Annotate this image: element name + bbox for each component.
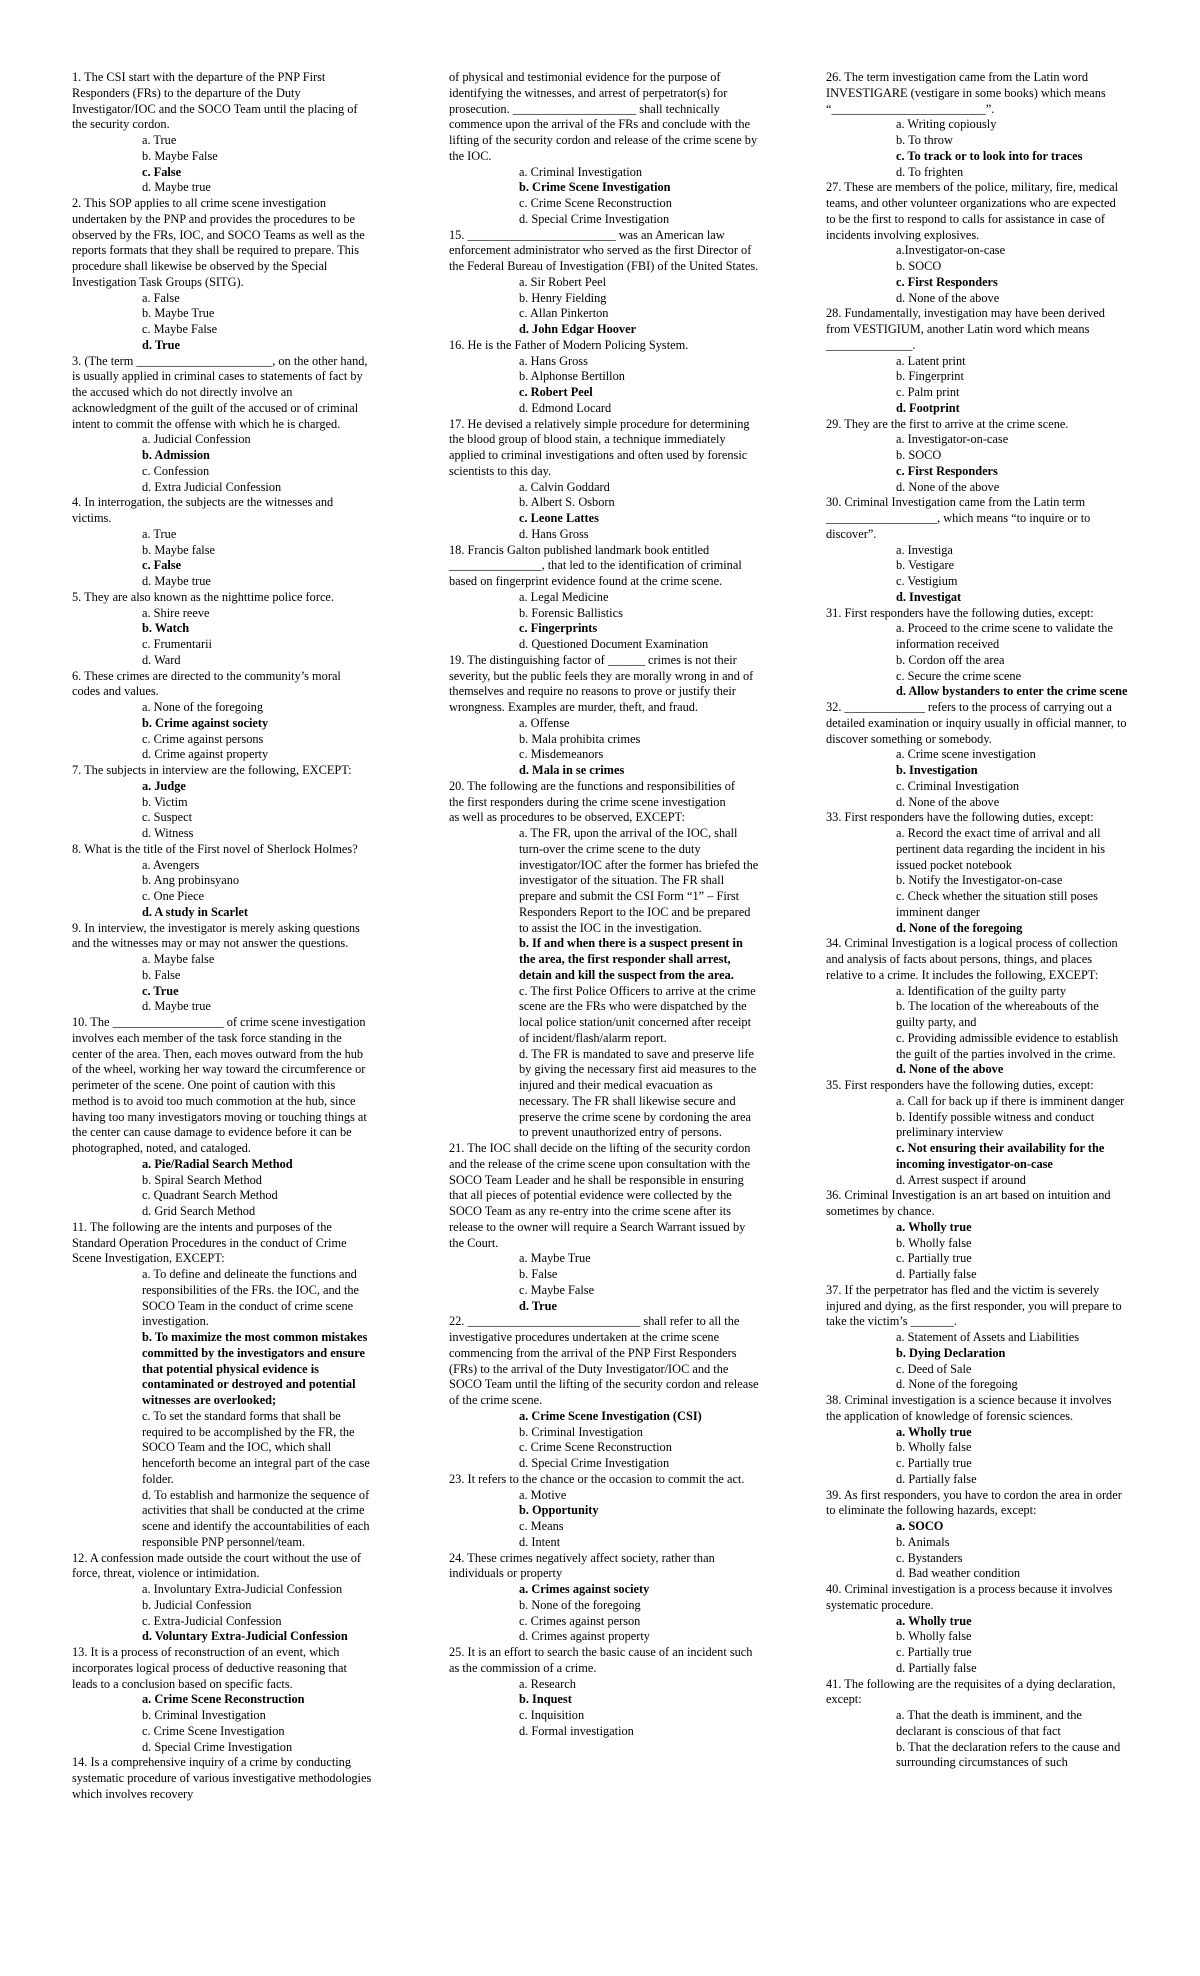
answer-option: b. Wholly false: [896, 1629, 972, 1644]
answer-option: c. Confession: [142, 463, 210, 478]
question-text: 8. What is the title of the First novel of Sherlock Holmes?: [72, 841, 358, 856]
answer-option: a.Investigator-on-case: [896, 243, 1006, 258]
answer-option: b. Forensic Ballistics: [519, 605, 623, 620]
column-right: [826, 70, 1128, 1771]
question-text: 9. In interview, the investigator is merely asking questions and the witnesses may or may not answer the questions.: [72, 920, 360, 951]
question-text: 39. As first responders, you have to cordon the area in order to eliminate the following hazards, except:: [826, 1487, 1122, 1518]
question-text: 38. Criminal investigation is a science because it involves the application of knowledge of forensic sciences.: [826, 1393, 1112, 1423]
answer-option: d. To frighten: [896, 164, 964, 179]
answer-option: c. Suspect: [142, 810, 193, 825]
answer-option: c. Palm print: [896, 385, 960, 399]
question-block: [826, 1078, 1128, 1188]
answer-option: b. Identify possible witness and conduct preliminary interview: [896, 1109, 1095, 1140]
answer-option: b. Victim: [142, 794, 188, 809]
answer-option: d. To establish and harmonize the sequence of activities that shall be conducted at the crime scene and identify the accountabilities of each responsible PNP personnel/team.: [142, 1487, 370, 1549]
question-text: teams, and other volunteer organizations who are expected to be the first to respond to calls for assistance in case of incidents involving explosives.: [826, 196, 1116, 242]
question-block: [72, 1015, 372, 1220]
answer-option: c. To set the standard forms that shall be required to be accomplished by the FR, the SOCO Team and the IOC, which shall henceforth become an integral part of the case folder.: [142, 1408, 370, 1486]
answer-option: a. Identification of the guilty party: [896, 983, 1067, 998]
question-block: [449, 1472, 759, 1551]
answer-option: b. Henry Fielding: [519, 290, 607, 305]
answer-option: c. Criminal Investigation: [896, 778, 1020, 793]
answer-option: d. Witness: [142, 826, 194, 840]
answer-option-correct: a. Crime Scene Reconstruction: [142, 1692, 305, 1707]
answer-option: c. Means: [519, 1519, 564, 1533]
answer-option-correct: d. Investigat: [896, 589, 962, 604]
question-text: 32. _____________ refers to the process of carrying out a detailed examination or inquiry usually in official manner, to discover something or somebody.: [826, 700, 1127, 746]
answer-option-correct: d. A study in Scarlet: [142, 904, 248, 919]
answer-option: c. Crime Scene Investigation: [142, 1723, 285, 1738]
answer-option: b. False: [519, 1267, 558, 1281]
answer-option-correct: c. Fingerprints: [519, 621, 598, 636]
answer-option-correct: b. Crime Scene Investigation: [519, 180, 671, 195]
question-block: [826, 180, 1128, 306]
answer-option: c. Check whether the situation still poses imminent danger: [896, 889, 1098, 919]
answer-option: c. Frumentarii: [142, 637, 212, 651]
answer-option: d. Partially false: [896, 1471, 977, 1486]
question-block: [72, 196, 372, 354]
answer-option-correct: d. Allow bystanders to enter the crime scene: [896, 684, 1128, 699]
answer-option: b. Animals: [896, 1534, 950, 1549]
answer-option-correct: d. True: [519, 1298, 557, 1313]
answer-option: d. Crimes against property: [519, 1629, 650, 1644]
question-text: 18. Francis Galton published landmark book entitled _______________, that led to the identification of criminal based on fingerprint evidence found at the crime scene.: [449, 542, 742, 588]
question-block: [72, 70, 372, 196]
question-text: 22. ____________________________ shall refer to all the investigative procedures undertaken at the crime scene commencing from the arrival of the PNP First Responders (FRs) to the arrival of the Duty Investigator/IOC and the SOCO Team until the lifting of the security cordon and release of the crime scene.: [449, 1314, 759, 1407]
question-text: “_________________________”.: [826, 101, 995, 116]
answer-option: b. Wholly false: [896, 1235, 972, 1250]
answer-option-correct: a. Judge: [142, 778, 186, 793]
column-middle: [449, 70, 759, 1740]
question-block: [72, 354, 372, 496]
question-text: 31. First responders have the following duties, except:: [826, 605, 1094, 620]
question-block: [72, 495, 372, 590]
answer-option: b. Fingerprint: [896, 369, 964, 384]
answer-option: d. Crime against property: [142, 747, 269, 762]
question-text: 13. It is a process of reconstruction of an event, which incorporates logical process of deductive reasoning that leads to a conclusion based on specific facts.: [72, 1645, 347, 1691]
answer-option: a. Calvin Goddard: [519, 479, 610, 494]
answer-option: d. Special Crime Investigation: [519, 211, 670, 226]
answer-option-correct: d. Mala in se crimes: [519, 763, 625, 777]
answer-option: d. Hans Gross: [519, 526, 589, 541]
answer-option: d. Special Crime Investigation: [142, 1739, 293, 1754]
answer-option-correct: c. Not ensuring their availability for the incoming investigator-on-case: [896, 1141, 1105, 1171]
answer-option-correct: c. Robert Peel: [519, 385, 593, 399]
answer-option-correct: b. Crime against society: [142, 715, 269, 730]
question-text: 21. The IOC shall decide on the lifting of the security cordon and the release of the crime scene upon consultation with the SOCO Team Leader and he shall be responsible in ensuring that all pieces of potential evidence were collected by the SOCO Team as any re-entry into the crime scene after its release to the owner will require a Search Warrant issued by the Court.: [449, 1141, 751, 1250]
answer-option: c. Deed of Sale: [896, 1361, 972, 1376]
column-left: [72, 70, 372, 1803]
answer-option: a. Sir Robert Peel: [519, 274, 607, 289]
answer-option: c. Crime Scene Reconstruction: [519, 196, 672, 210]
answer-option: c. Vestigium: [896, 574, 958, 588]
answer-option: c. Partially true: [896, 1456, 972, 1470]
answer-option-correct: b. Admission: [142, 448, 210, 462]
question-text: 5. They are also known as the nighttime police force.: [72, 589, 334, 604]
answer-option: b. Cordon off the area: [896, 652, 1005, 667]
answer-option-correct: b. Dying Declaration: [896, 1345, 1006, 1360]
question-block: [72, 1645, 372, 1755]
answer-option-correct: b. Inquest: [519, 1692, 572, 1707]
answer-option: c. Crime Scene Reconstruction: [519, 1440, 672, 1455]
answer-option-correct: d. Voluntary Extra-Judicial Confession: [142, 1629, 348, 1644]
question-block: [72, 669, 372, 764]
answer-option: a. To define and delineate the functions and responsibilities of the FRs. the IOC, and the SOCO Team in the conduct of crime scene investigation.: [142, 1267, 360, 1329]
answer-option: a. Call for back up if there is imminent danger: [896, 1093, 1125, 1108]
answer-option: d. Bad weather condition: [896, 1566, 1021, 1581]
question-text: 14. Is a comprehensive inquiry of a crime by conducting systematic procedure of various investigative methodologies which involves recovery: [72, 1755, 372, 1801]
question-text: ______________.: [826, 337, 916, 352]
answer-option: c. Partially true: [896, 1251, 972, 1266]
answer-option: a. Research: [519, 1676, 576, 1691]
answer-option: b. Criminal Investigation: [519, 1424, 643, 1439]
answer-option: a. Criminal Investigation: [519, 164, 643, 179]
answer-option: d. The FR is mandated to save and preserve life by giving the necessary first aid measures to the injured and their medical evacuation as necessary. The FR shall likewise secure and preserve the crime scene by cordoning the area to prevent unauthorized entry of persons.: [519, 1046, 757, 1140]
answer-option-correct: a. Pie/Radial Search Method: [142, 1156, 293, 1171]
answer-option: a. Hans Gross: [519, 353, 588, 368]
answer-option: a. Offense: [519, 715, 570, 730]
answer-option: a. False: [142, 290, 180, 305]
answer-option-correct: c. Leone Lattes: [519, 511, 599, 525]
answer-option: a. Statement of Assets and Liabilities: [896, 1330, 1080, 1344]
answer-option-correct: b. To maximize the most common mistakes committed by the investigators and ensure that potential physical evidence is contaminated or destroyed and potential witnesses are overlooked;: [142, 1330, 368, 1407]
answer-option: a. Legal Medicine: [519, 589, 609, 604]
answer-option-correct: d. None of the foregoing: [896, 920, 1023, 935]
answer-option: d. Formal investigation: [519, 1723, 634, 1738]
answer-option: b. Alphonse Bertillon: [519, 369, 625, 384]
answer-option: b. The location of the whereabouts of the guilty party, and: [896, 999, 1099, 1029]
answer-option: d. Maybe true: [142, 999, 211, 1014]
answer-option: b. Notify the Investigator-on-case: [896, 873, 1063, 888]
answer-option: c. Quadrant Search Method: [142, 1188, 278, 1203]
question-text: 10. The __________________ of crime scene investigation involves each member of the task force standing in the center of the area. Then, each moves outward from the hub of the wheel, working her way toward the circumference or perimeter of the scene. One point of caution with this method is to avoid too much commotion at the hub, since having too many investigators moving or touching things at the center can cause damage to evidence before it can be photographed, noted, and cataloged.: [72, 1015, 367, 1155]
answer-option-correct: d. True: [142, 337, 180, 352]
answer-option: a. Motive: [519, 1487, 567, 1502]
answer-option-correct: c. False: [142, 558, 182, 573]
answer-option-correct: b. Investigation: [896, 763, 978, 777]
answer-option: b. Criminal Investigation: [142, 1708, 266, 1722]
answer-option: b. Judicial Confession: [142, 1597, 252, 1612]
question-text: 33. First responders have the following duties, except:: [826, 810, 1094, 825]
question-block: [826, 306, 1128, 416]
answer-option: c. Inquisition: [519, 1708, 585, 1722]
question-text: 17. He devised a relatively simple procedure for determining the blood group of blood stain, a technique immediately applied to criminal investigations and often used by forensic scientists to this day.: [449, 416, 750, 478]
answer-option: c. Crime against persons: [142, 731, 264, 746]
answer-option: d. Maybe true: [142, 574, 211, 588]
answer-option: b. Maybe True: [142, 306, 215, 321]
question-block: [826, 1488, 1128, 1583]
question-text: 7. The subjects in interview are the following, EXCEPT:: [72, 763, 352, 777]
answer-option: b. Wholly false: [896, 1440, 972, 1455]
question-block: [449, 1645, 759, 1740]
question-text: 4. In interrogation, the subjects are the witnesses and victims.: [72, 495, 334, 525]
answer-option: c. Bystanders: [896, 1550, 963, 1565]
answer-option: a. Latent print: [896, 353, 966, 368]
question-text: 20. The following are the functions and responsibilities of: [449, 778, 736, 793]
question-text: 15. ________________________ was an American law enforcement administrator who served as the first Director of the Federal Bureau of Investigation (FBI) of the United States.: [449, 227, 759, 273]
answer-option: d. Partially false: [896, 1660, 977, 1675]
answer-option: b. Ang probinsyano: [142, 873, 240, 888]
question-block: [826, 1582, 1128, 1677]
answer-option: d. Edmond Locard: [519, 400, 612, 415]
answer-option: b. SOCO: [896, 259, 942, 273]
answer-option: c. Extra-Judicial Confession: [142, 1613, 282, 1628]
question-block: [449, 338, 759, 417]
answer-option-correct: c. First Responders: [896, 463, 998, 478]
answer-option-correct: c. To track or to look into for traces: [896, 148, 1083, 163]
answer-option-correct: b. Watch: [142, 621, 190, 636]
answer-option: a. Investigator-on-case: [896, 432, 1009, 447]
question-text: 19. The distinguishing factor of ______ crimes is not their severity, but the public feels they are morally wrong in and of themselves and require no reasons to prove or justify their wrongness. Examples are murder, theft, and fraud.: [449, 652, 754, 714]
question-block: [826, 1283, 1128, 1393]
answer-option: a. Record the exact time of arrival and all pertinent data regarding the incident in his issued pocket notebook: [896, 826, 1106, 872]
answer-option: a. True: [142, 526, 177, 541]
question-block: [826, 70, 1128, 180]
answer-option: d. Grid Search Method: [142, 1204, 256, 1218]
answer-option: c. The first Police Officers to arrive at the crime scene are the FRs who were dispatched by the local police station/unit concerned after receipt of incident/flash/alarm report.: [519, 983, 756, 1045]
question-text: 34. Criminal Investigation is a logical process of collection and analysis of facts about persons, things, and places relative to a crime. It includes the following, EXCEPT:: [826, 936, 1118, 982]
answer-option: c. Partially true: [896, 1645, 972, 1659]
answer-option: a. None of the foregoing: [142, 700, 263, 714]
question-text: 12. A confession made outside the court without the use of force, threat, violence or intimidation.: [72, 1550, 361, 1581]
question-block: [826, 810, 1128, 936]
answer-option-correct: c. First Responders: [896, 274, 998, 289]
answer-option-correct: a. Wholly true: [896, 1424, 972, 1439]
answer-option: b. Spiral Search Method: [142, 1172, 262, 1187]
question-text: 26. The term investigation came from the Latin word INVESTIGARE (vestigare in some books) which means: [826, 70, 1106, 100]
answer-option-correct: d. None of the above: [896, 1062, 1004, 1077]
question-block: [449, 70, 759, 228]
answer-option: d. Arrest suspect if around: [896, 1172, 1026, 1187]
answer-option: a. That the death is imminent, and the declarant is conscious of that fact: [896, 1708, 1082, 1738]
question-text: 27. These are members of the police, military, fire, medical: [826, 180, 1119, 195]
question-block: [826, 936, 1128, 1078]
question-text: 37. If the perpetrator has fled and the victim is severely injured and dying, as the first responder, you will prepare to take the victim’s _______.: [826, 1282, 1122, 1329]
answer-option: b. SOCO: [896, 448, 942, 462]
question-block: [449, 543, 759, 653]
question-text: 2. This SOP applies to all crime scene investigation undertaken by the PNP and provides the procedures to be observed by the FRs, IOC, and SOCO Teams as well as the reports formats that they shall be required to prepare. This procedure shall likewise be observed by the Special Investigation Task Groups (SITG).: [72, 196, 365, 289]
question-block: [449, 1141, 759, 1314]
answer-option: b. Albert S. Osborn: [519, 495, 615, 510]
answer-option: a. Writing copiously: [896, 117, 997, 132]
answer-option: a. Avengers: [142, 857, 200, 872]
question-block: [72, 1755, 372, 1802]
question-text: 40. Criminal investigation is a process because it involves systematic procedure.: [826, 1582, 1113, 1612]
answer-option: d. Partially false: [896, 1267, 977, 1281]
answer-option-correct: d. Footprint: [896, 400, 960, 415]
answer-option-correct: c. False: [142, 164, 182, 179]
answer-option: a. Investiga: [896, 542, 953, 557]
question-text: 28. Fundamentally, investigation may have been derived from VESTIGIUM, another Latin word which means: [826, 306, 1105, 336]
answer-option: a. Involuntary Extra-Judicial Confession: [142, 1582, 343, 1596]
answer-option: c. Maybe False: [142, 322, 218, 336]
question-block: [72, 1220, 372, 1551]
answer-option-correct: a. SOCO: [896, 1519, 944, 1533]
answer-option: d. Extra Judicial Confession: [142, 479, 282, 494]
answer-option: a. True: [142, 133, 177, 147]
question-block: [449, 779, 759, 1141]
answer-option: a. Proceed to the crime scene to validate the information received: [896, 621, 1113, 651]
question-block: [826, 1393, 1128, 1488]
answer-option: b. That the declaration refers to the cause and surrounding circumstances of such: [896, 1739, 1121, 1770]
question-text: 11. The following are the intents and purposes of the Standard Operation Procedures in the conduct of Crime Scene Investigation, EXCEPT:: [72, 1219, 347, 1266]
question-text: 3. (The term ______________________, on the other hand, is usually applied in criminal cases to statements of fact by the accused which do not directly involve an acknowledgment of the guilt of the accused or of criminal intent to commit the offense with which he is charged.: [72, 353, 368, 431]
answer-option-correct: c. True: [142, 983, 179, 998]
answer-option: c. Secure the crime scene: [896, 668, 1022, 683]
answer-option-correct: a. Wholly true: [896, 1613, 972, 1628]
answer-option: b. Mala prohibita crimes: [519, 731, 641, 746]
question-block: [72, 1551, 372, 1646]
answer-option: d. Ward: [142, 652, 181, 667]
answer-option: c. Misdemeanors: [519, 747, 604, 762]
question-text: 25. It is an effort to search the basic cause of an incident such as the commission of a crime.: [449, 1645, 753, 1675]
question-text: 30. Criminal Investigation came from the Latin term __________________, which means “to inquire or to discover”.: [826, 495, 1091, 541]
question-block: [826, 1677, 1128, 1772]
answer-option: d. None of the above: [896, 290, 1000, 305]
answer-option: b. False: [142, 967, 181, 982]
question-block: [826, 606, 1128, 701]
answer-option-correct: b. If and when there is a suspect present in the area, the first responder shall arrest, detain and kill the suspect from the area.: [519, 936, 743, 982]
answer-option-correct: a. Wholly true: [896, 1219, 972, 1234]
question-text: 41. The following are the requisites of a dying declaration, except:: [826, 1676, 1116, 1707]
answer-option: d. Intent: [519, 1534, 561, 1549]
answer-option: d. None of the foregoing: [896, 1377, 1018, 1392]
question-block: [449, 417, 759, 543]
question-text: 1. The CSI start with the departure of the PNP First Responders (FRs) to the departure of the Duty Investigator/IOC and the SOCO Team until the placing of the security cordon.: [72, 70, 358, 132]
question-text: of physical and testimonial evidence for the purpose of identifying the witnesses, and arrest of perpetrator(s) for prosecution. ____________________ shall technically commence upon the arrival of the FRs and conclude with the lifting of the security cordon and release of the crime scene by the IOC.: [449, 70, 758, 163]
question-block: [72, 590, 372, 669]
question-text: 16. He is the Father of Modern Policing System.: [449, 337, 689, 352]
answer-option-correct: d. John Edgar Hoover: [519, 322, 637, 336]
question-text: as well as procedures to be observed, EXCEPT:: [449, 810, 685, 825]
question-block: [826, 417, 1128, 496]
question-block: [449, 1551, 759, 1646]
answer-option: a. Maybe True: [519, 1251, 591, 1266]
question-text: 23. It refers to the chance or the occasion to commit the act.: [449, 1471, 745, 1486]
answer-option: d. None of the above: [896, 794, 1000, 809]
answer-option-correct: a. Crime Scene Investigation (CSI): [519, 1408, 702, 1423]
answer-option: c. Allan Pinkerton: [519, 306, 609, 321]
question-block: [449, 228, 759, 338]
answer-option-correct: a. Crimes against society: [519, 1582, 650, 1596]
question-block: [72, 842, 372, 921]
question-block: [72, 763, 372, 842]
question-text: 29. They are the first to arrive at the crime scene.: [826, 416, 1069, 431]
answer-option-correct: b. Opportunity: [519, 1503, 599, 1518]
answer-option: a. Shire reeve: [142, 605, 210, 620]
answer-option: c. One Piece: [142, 889, 205, 903]
question-block: [449, 653, 759, 779]
answer-option: a. Maybe false: [142, 952, 215, 966]
answer-option: d. None of the above: [896, 479, 1000, 494]
question-block: [826, 700, 1128, 810]
answer-option: c. Crimes against person: [519, 1613, 641, 1628]
answer-option: c. Maybe False: [519, 1282, 595, 1297]
answer-option: a. The FR, upon the arrival of the IOC, shall turn-over the crime scene to the duty investigator/IOC after the former has briefed the investigator of the situation. The FR shall prepare and submit the CSI Form “1” – First Responders Report to the IOC and be prepared to assist the IOC in the investigation.: [519, 826, 759, 935]
answer-option: b. None of the foregoing: [519, 1597, 641, 1612]
answer-option: b. Maybe false: [142, 542, 216, 557]
question-text: 35. First responders have the following duties, except:: [826, 1078, 1094, 1092]
answer-option: b. Maybe False: [142, 148, 218, 163]
question-text: the first responders during the crime scene investigation: [449, 794, 726, 809]
answer-option: a. Crime scene investigation: [896, 747, 1036, 762]
answer-option: b. To throw: [896, 133, 953, 147]
answer-option: b. Vestigare: [896, 558, 955, 573]
answer-option: d. Questioned Document Examination: [519, 637, 709, 651]
question-block: [826, 495, 1128, 605]
question-block: [72, 921, 372, 1016]
answer-option: d. Special Crime Investigation: [519, 1456, 670, 1470]
question-block: [449, 1314, 759, 1472]
question-block: [826, 1188, 1128, 1283]
question-text: 36. Criminal Investigation is an art based on intuition and sometimes by chance.: [826, 1188, 1111, 1218]
answer-option: a. Judicial Confession: [142, 432, 251, 447]
answer-option: c. Providing admissible evidence to establish the guilt of the parties involved in the crime.: [896, 1030, 1119, 1061]
answer-option: d. Maybe true: [142, 180, 211, 195]
question-text: 6. These crimes are directed to the community’s moral codes and values.: [72, 668, 341, 699]
question-text: 24. These crimes negatively affect society, rather than individuals or property: [449, 1550, 715, 1581]
